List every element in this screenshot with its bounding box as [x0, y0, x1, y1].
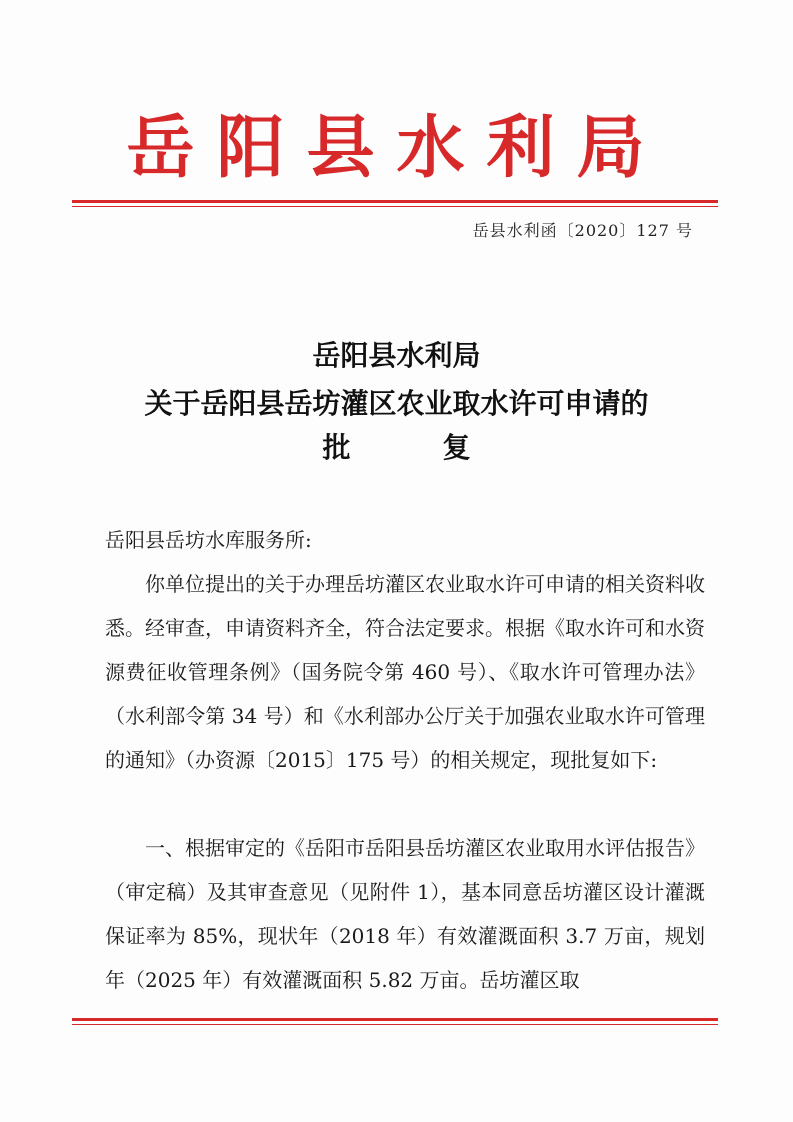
footer-divider-thick: [72, 1018, 718, 1021]
issuer-masthead: 岳阳县水利局: [126, 108, 667, 188]
document-number: 岳县水利函〔2020〕127 号: [472, 221, 693, 240]
paragraph-text: 一、根据审定的《岳阳市岳阳县岳坊灌区农业取用水评估报告》（审定稿）及其审查意见（见附件 1），基本同意岳坊灌区设计灌溉保证率为 85%，现状年（2018 年）有效灌溉面积 3.7 万亩，规划年（2025 年）有效灌溉面积 5.82 万亩。岳坊灌区取: [105, 836, 705, 992]
addressee: 岳阳县岳坊水库服务所:: [105, 528, 312, 552]
paragraph-intro: [105, 562, 705, 782]
paragraph-text: 你单位提出的关于办理岳坊灌区农业取水许可申请的相关资料收悉。经审查，申请资料齐全，符合法定要求。根据《取水许可和水资源费征收管理条例》（国务院令第 460 号）、《取水许可管理办法》（水利部令第 34 号）和《水利部办公厅关于加强农业取水许可管理的通知》（办资源〔2015〕175 号）的相关规定，现批复如下:: [105, 572, 705, 772]
paragraph-item-1: [105, 826, 705, 1002]
footer-divider-thin: [72, 1024, 718, 1025]
title-line-1: 岳阳县水利局: [312, 339, 481, 372]
title-char-pi: 批: [322, 431, 351, 464]
title-line-3: [0, 428, 793, 468]
masthead-divider-thin: [72, 206, 718, 207]
title-char-fu: 复: [442, 431, 471, 464]
title-line-2: 关于岳阳县岳坊灌区农业取水许可申请的: [144, 387, 649, 420]
masthead-divider-thick: [72, 200, 718, 203]
